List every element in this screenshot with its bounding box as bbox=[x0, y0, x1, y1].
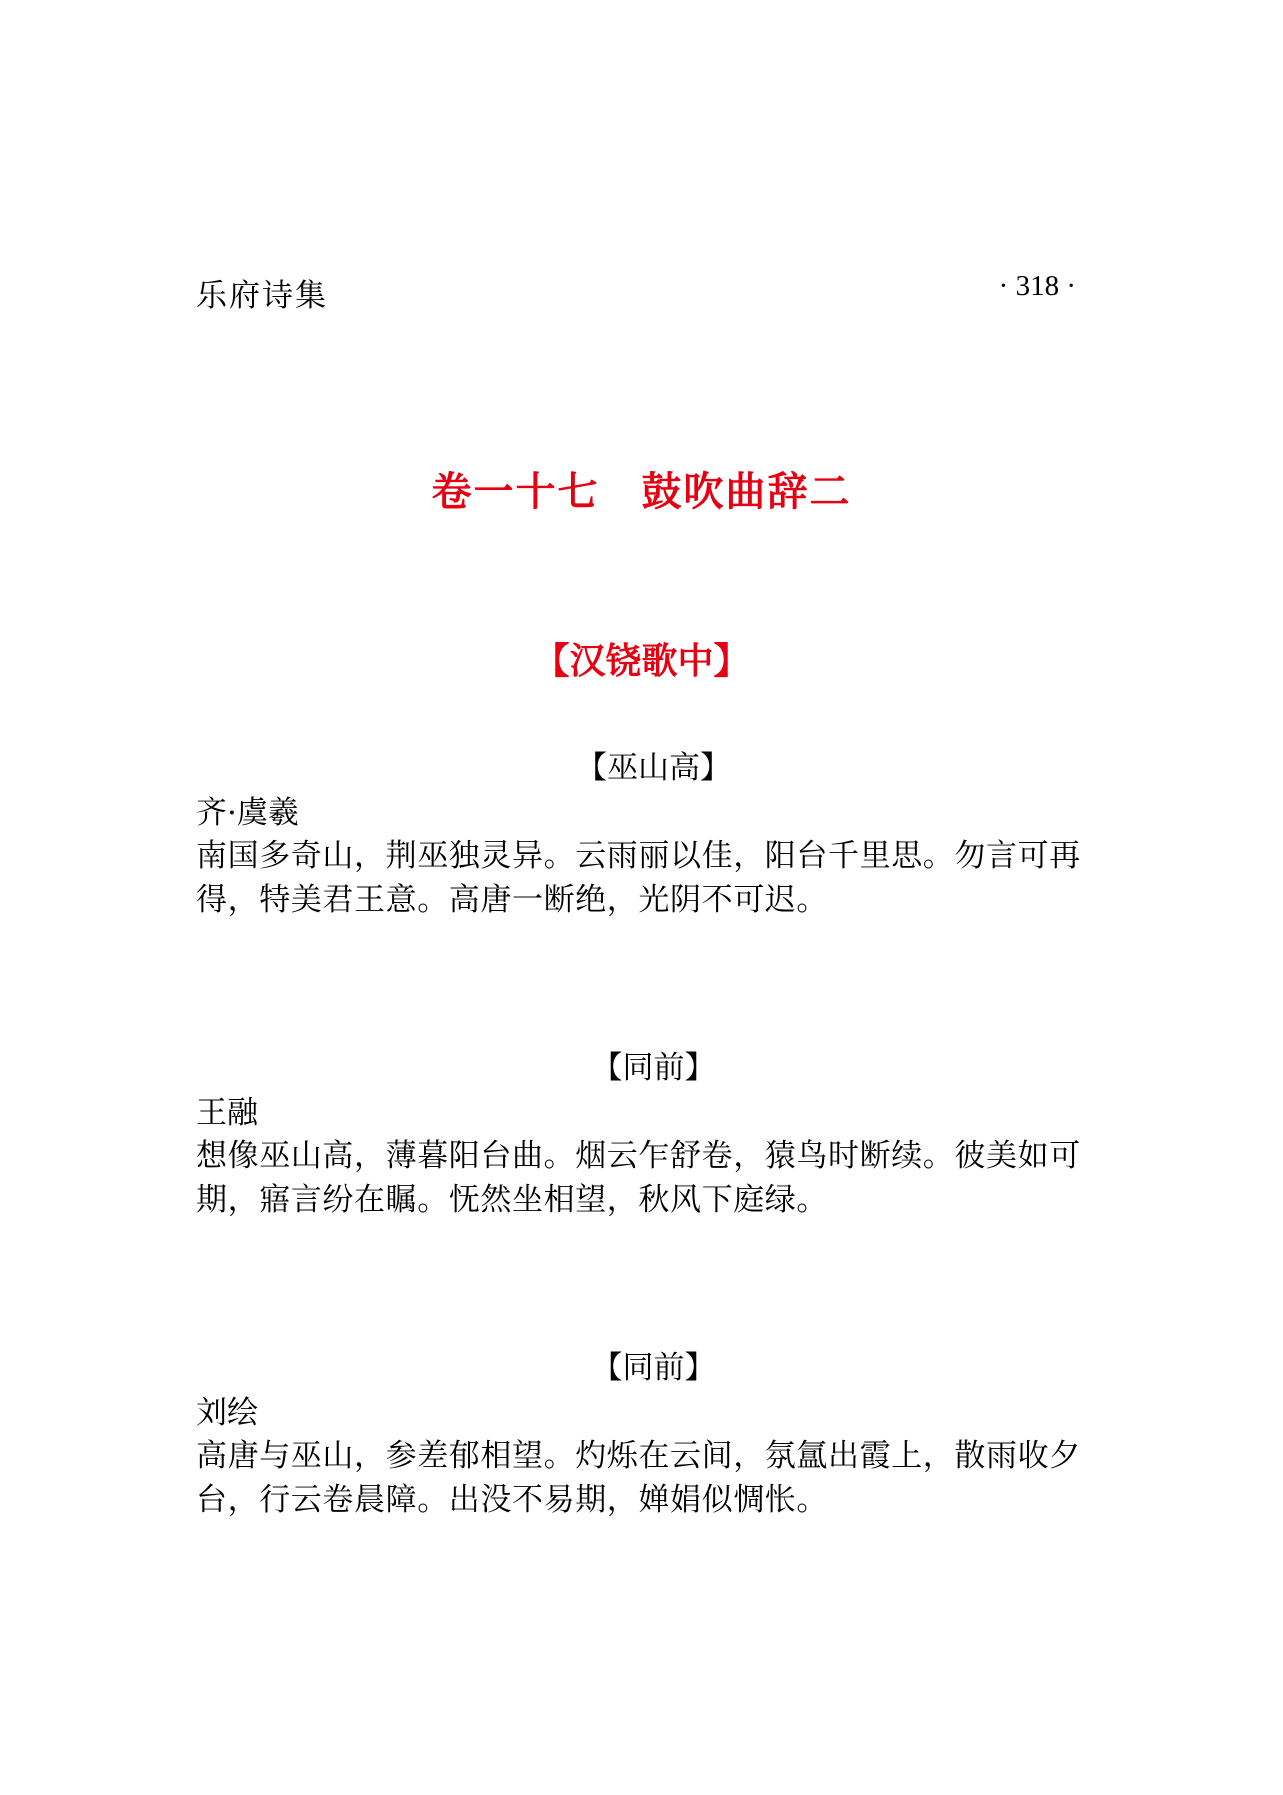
poem-author: 刘绘 bbox=[196, 1395, 258, 1431]
poem-author: 王融 bbox=[196, 1095, 258, 1131]
poem-title: 【巫山高】 bbox=[576, 750, 731, 786]
poem-block bbox=[196, 748, 1091, 922]
poem-block bbox=[196, 1348, 1091, 1522]
poem-text: 南国多奇山，荆巫独灵异。云雨丽以佳，阳台千里思。勿言可再得，特美君王意。高唐一断绝，光阴不可迟。 bbox=[196, 838, 1081, 918]
chapter-title: 卷一十七 鼓吹曲辞二 bbox=[431, 469, 852, 515]
poem-block bbox=[196, 1048, 1091, 1222]
poem-text: 想像巫山高，薄暮阳台曲。烟云乍舒卷，猿鸟时断续。彼美如可期，寤言纷在瞩。怃然坐相望，秋风下庭绿。 bbox=[196, 1138, 1081, 1218]
poem-title: 【同前】 bbox=[591, 1050, 716, 1086]
running-header bbox=[196, 270, 1076, 314]
poem-text: 高唐与巫山，参差郁相望。灼烁在云间，氛氲出霞上，散雨收夕台，行云卷晨障。出没不易期，婵娟似惆怅。 bbox=[196, 1438, 1081, 1518]
poem-title: 【同前】 bbox=[591, 1350, 716, 1386]
book-title: 乐府诗集 bbox=[196, 278, 328, 314]
poem-author: 齐·虞羲 bbox=[196, 795, 299, 831]
page-number: · 318 · bbox=[998, 270, 1076, 302]
section-title: 【汉铙歌中】 bbox=[533, 641, 750, 682]
